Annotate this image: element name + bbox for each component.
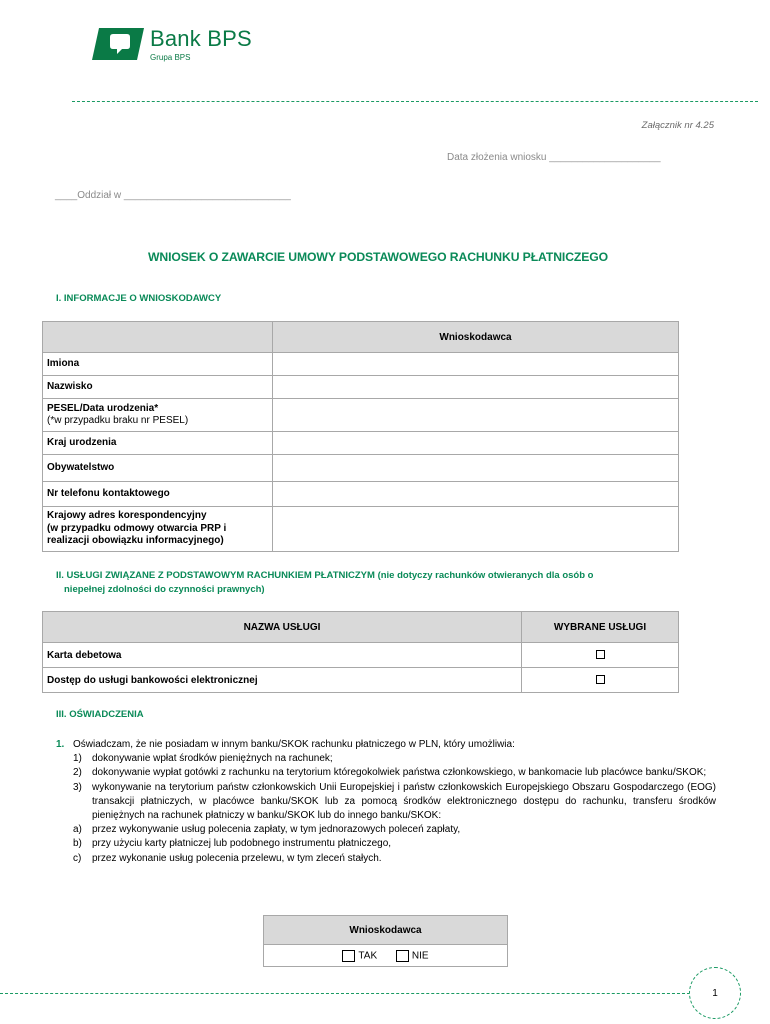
- answer-header: Wnioskodawca: [264, 916, 508, 945]
- input-first-names[interactable]: [273, 353, 679, 376]
- service-ebanking-cell: [522, 668, 679, 693]
- declaration-text: [56, 738, 716, 866]
- label-birth-country: Kraj urodzenia: [43, 432, 273, 455]
- letter-b-text: przy użyciu karty płatniczej lub podobnego instrumentu płatniczego,: [92, 838, 392, 850]
- service-debit-card-cell: [522, 643, 679, 668]
- pesel-label-text: PESEL/Data urodzenia*: [47, 402, 159, 414]
- address-label-line-3: realizacji obowiązku informacyjnego): [47, 535, 224, 547]
- sub-3-text: wykonywanie na terytorium państw członkowskich Unii Europejskiej i państw członkowskich Europejskiego Obszaru Gospodarczego (EOG) transakcji płatniczych, w placówce banku/SKOK lub za pomocą środków elektronicznego dostępu do rachunku, transferu środków pieniężnych na rachunek płatniczy w banku/SKOK lub do innego banku/SKOK:: [92, 781, 716, 822]
- declaration-item-1-number: 1.: [56, 739, 65, 750]
- input-birth-country[interactable]: [273, 432, 679, 455]
- letter-a-text: przez wykonywanie usług polecenia zapłaty, w tym jednorazowych poleceń zapłaty,: [92, 824, 461, 836]
- ebanking-checkbox[interactable]: [596, 675, 605, 684]
- sub-2-number: 2): [73, 767, 82, 779]
- bank-name: Bank BPS: [150, 26, 252, 51]
- declaration-answer-table: [263, 915, 508, 967]
- yes-checkbox[interactable]: [342, 950, 355, 962]
- label-first-names: Imiona: [43, 353, 273, 376]
- declaration-sub-1: [56, 752, 716, 766]
- service-debit-card: Karta debetowa: [43, 643, 522, 668]
- section-2-note-2: niepełnej zdolności do czynności prawnych): [64, 584, 265, 595]
- label-citizenship: Obywatelstwo: [43, 455, 273, 482]
- service-ebanking: Dostęp do usługi bankowości elektronicznej: [43, 668, 522, 693]
- declaration-sub-2: [56, 766, 716, 780]
- letter-c-text: przez wykonanie usług polecenia przelewu, w tym zleceń stałych.: [92, 852, 382, 864]
- input-pesel[interactable]: [273, 399, 679, 432]
- letter-a-marker: a): [73, 824, 82, 836]
- option-no[interactable]: [396, 950, 429, 962]
- selected-services-header: WYBRANE USŁUGI: [522, 612, 679, 643]
- no-label: NIE: [411, 950, 429, 962]
- declaration-letter-c: [56, 852, 716, 866]
- input-surname[interactable]: [273, 376, 679, 399]
- section-1-heading: I. INFORMACJE O WNIOSKODAWCY: [56, 293, 222, 304]
- top-divider: [72, 101, 758, 102]
- section-3-heading: III. OŚWIADCZENIA: [56, 709, 144, 720]
- page-number: 1: [689, 967, 741, 1019]
- label-surname: Nazwisko: [43, 376, 273, 399]
- letter-b-marker: b): [73, 838, 82, 850]
- submission-date-field[interactable]: Data złożenia wniosku ____________________: [447, 152, 661, 163]
- input-citizenship[interactable]: [273, 455, 679, 482]
- applicant-info-table: [42, 321, 679, 552]
- declaration-sub-3: [56, 781, 716, 824]
- no-checkbox[interactable]: [396, 950, 409, 962]
- input-address[interactable]: [273, 507, 679, 552]
- sub-3-number: 3): [73, 781, 82, 793]
- label-phone: Nr telefonu kontaktowego: [43, 482, 273, 507]
- sub-1-number: 1): [73, 753, 82, 765]
- empty-header-cell: [43, 322, 273, 353]
- declaration-item-1: [56, 738, 716, 752]
- yes-label: TAK: [358, 950, 378, 962]
- applicant-column-header: Wnioskodawca: [273, 322, 679, 353]
- bank-logo: [90, 26, 252, 63]
- option-yes[interactable]: [342, 950, 377, 962]
- answer-options: [264, 945, 508, 967]
- label-pesel: [43, 399, 273, 432]
- label-address: [43, 507, 273, 552]
- document-title: WNIOSEK O ZAWARCIE UMOWY PODSTAWOWEGO RACHUNKU PŁATNICZEGO: [148, 250, 609, 264]
- address-label-line-1: Krajowy adres korespondencyjny: [47, 510, 207, 522]
- input-phone[interactable]: [273, 482, 679, 507]
- group-name: Grupa BPS: [150, 53, 191, 62]
- address-label-line-2: (w przypadku odmowy otwarcia PRP i: [47, 522, 227, 534]
- section-2-heading: [56, 569, 696, 597]
- declaration-item-1-text: Oświadczam, że nie posiadam w innym banku/SKOK rachunku płatniczego w PLN, który umożliwia:: [73, 739, 515, 750]
- services-table: [42, 611, 679, 693]
- sub-2-text: dokonywanie wypłat gotówki z rachunku na terytorium któregokolwiek państwa członkowskiego, w bankomacie lub placówce banku/SKOK;: [92, 767, 707, 779]
- letter-c-marker: c): [73, 852, 82, 864]
- bottom-divider: [0, 993, 690, 994]
- service-name-header: NAZWA USŁUGI: [43, 612, 522, 643]
- section-2-note-1: (nie dotyczy rachunków otwieranych dla osób o: [377, 570, 594, 581]
- branch-field[interactable]: ____Oddział w ______________________________: [55, 190, 291, 201]
- sub-1-text: dokonywanie wpłat środków pieniężnych na rachunek;: [92, 753, 333, 765]
- section-2-title: II. USŁUGI ZWIĄZANE Z PODSTAWOWYM RACHUNKIEM PŁATNICZYM: [56, 570, 375, 581]
- declaration-letter-a: [56, 823, 716, 837]
- debit-card-checkbox[interactable]: [596, 650, 605, 659]
- declaration-letter-b: [56, 837, 716, 851]
- pesel-note: (*w przypadku braku nr PESEL): [47, 415, 189, 426]
- annex-label: Załącznik nr 4.25: [641, 120, 714, 131]
- bank-bps-logo-icon: [90, 26, 146, 62]
